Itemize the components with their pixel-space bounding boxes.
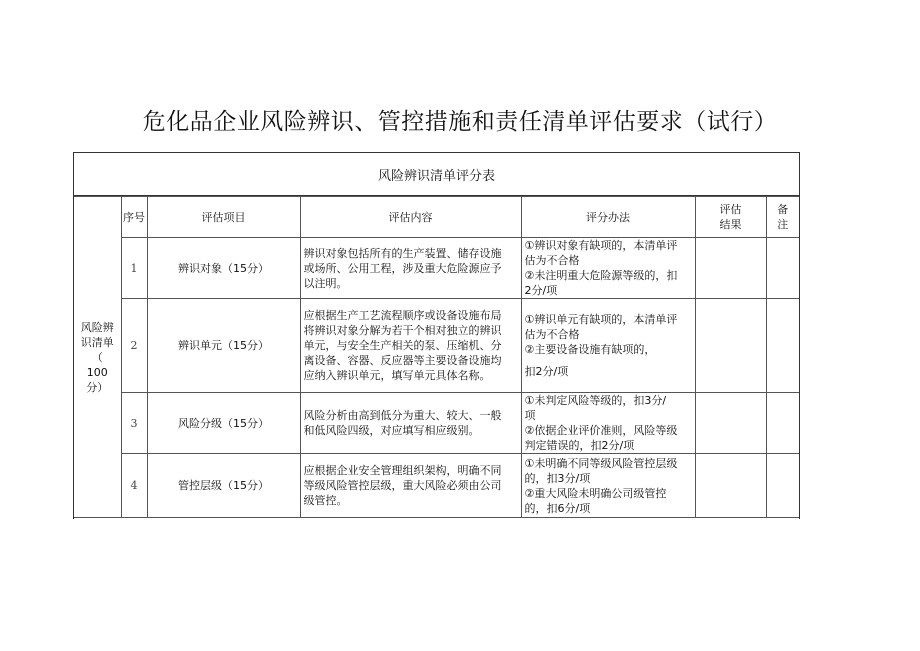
row-result[interactable] bbox=[695, 454, 766, 518]
table-row bbox=[74, 393, 799, 454]
row-method: ①辨识对象有缺项的，本清单评 估为不合格 ②未注明重大危险源等级的，扣 2分/项 bbox=[521, 238, 695, 299]
row-content: 应根据生产工艺流程顺序或设备设施布局 将辨识对象分解为若干个相对独立的辨识 单元，与安全生产相关的泵、压缩机、分 离设备、容器、反应器等主要设备设施均 应纳入辨识单元，填写单元具体名称。 bbox=[300, 299, 521, 393]
header-note: 备 注 bbox=[766, 197, 799, 238]
row-seq: 2 bbox=[121, 299, 147, 393]
document-title: 危化品企业风险辨识、管控措施和责任清单评估要求（试行） bbox=[142, 109, 778, 135]
row-item: 辨识对象（15分） bbox=[147, 238, 300, 299]
table-row bbox=[74, 454, 799, 518]
row-seq: 4 bbox=[121, 454, 147, 518]
header-content: 评估内容 bbox=[300, 197, 521, 238]
row-seq: 1 bbox=[121, 238, 147, 299]
header-result: 评估 结果 bbox=[695, 197, 766, 238]
header-item: 评估项目 bbox=[147, 197, 300, 238]
table-row bbox=[74, 299, 799, 393]
scoring-table bbox=[74, 196, 799, 518]
row-content: 辨识对象包括所有的生产装置、储存设施 或场所、公用工程，涉及重大危险源应予 以注明。 bbox=[300, 238, 521, 299]
row-content: 风险分析由高到低分为重大、较大、一般 和低风险四级，对应填写相应级别。 bbox=[300, 393, 521, 454]
row-note[interactable] bbox=[766, 393, 799, 454]
table-row bbox=[74, 238, 799, 299]
row-content: 应根据企业安全管理组织架构，明确不同 等级风险管控层级，重大风险必须由公司 级管控。 bbox=[300, 454, 521, 518]
row-item: 管控层级（15分） bbox=[147, 454, 300, 518]
row-note[interactable] bbox=[766, 238, 799, 299]
row-result[interactable] bbox=[695, 393, 766, 454]
row-method: ①未判定风险等级的，扣3分/ 项 ②依据企业评价准则，风险等级 判定错误的，扣2分/项 bbox=[521, 393, 695, 454]
row-item: 辨识单元（15分） bbox=[147, 299, 300, 393]
row-method: ①辨识单元有缺项的，本清单评 估为不合格 ②主要设备设施有缺项的， 扣2分/项 bbox=[521, 299, 695, 393]
category-cell: 风险辨 识清单 （ 100 分） bbox=[74, 197, 121, 518]
row-note[interactable] bbox=[766, 299, 799, 393]
header-method: 评分办法 bbox=[521, 197, 695, 238]
scoring-table-sheet bbox=[73, 152, 800, 519]
row-seq: 3 bbox=[121, 393, 147, 454]
row-item: 风险分级（15分） bbox=[147, 393, 300, 454]
header-row bbox=[74, 197, 799, 238]
header-seq: 序号 bbox=[121, 197, 147, 238]
row-method: ①未明确不同等级风险管控层级 的，扣3分/项 ②重大风险未明确公司级管控 的，扣6分/项 bbox=[521, 454, 695, 518]
row-result[interactable] bbox=[695, 238, 766, 299]
row-result[interactable] bbox=[695, 299, 766, 393]
table-title: 风险辨识清单评分表 bbox=[74, 153, 799, 196]
row-note[interactable] bbox=[766, 454, 799, 518]
